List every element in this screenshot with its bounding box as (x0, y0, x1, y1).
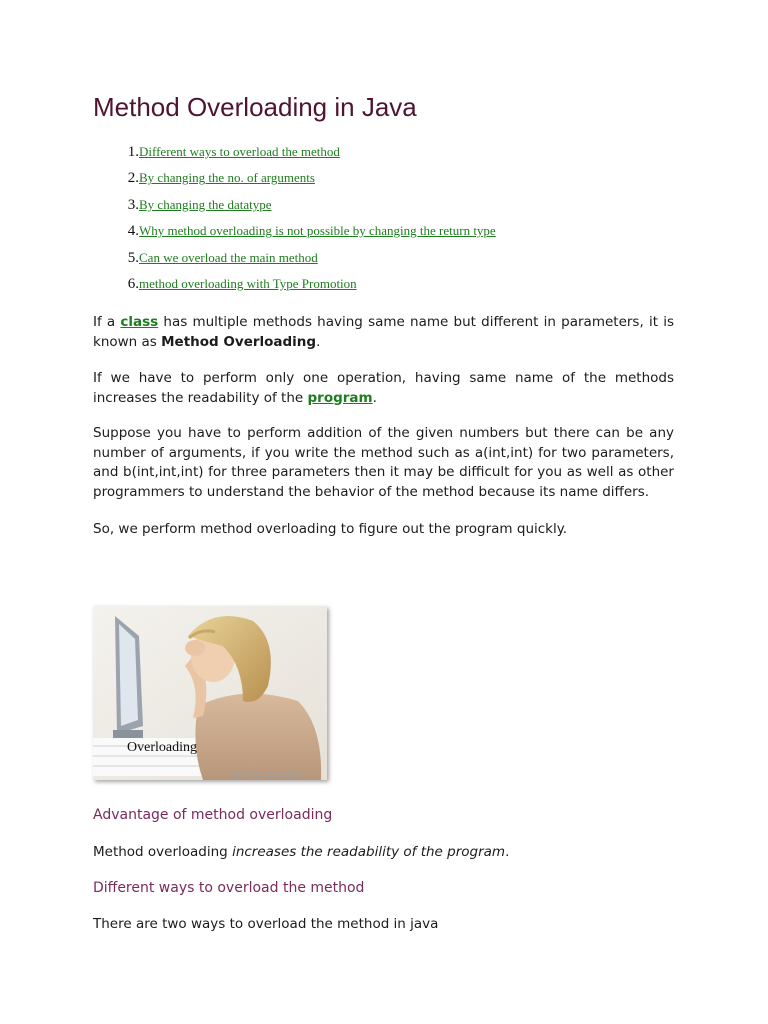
toc-item (93, 223, 496, 249)
table-of-contents (93, 144, 496, 302)
page-title: Method Overloading in Java (93, 92, 417, 122)
toc-number: 4. (127, 223, 139, 240)
toc-number: 6. (127, 275, 139, 292)
paragraph-example: Suppose you have to perform addition of the given numbers but there can be any number of arguments, if you write the method such as a(int,int) for two parameters, and b(int,int,int) for three parameters then it may be difficult for you as well as other programmers to understand the behavior of the method because its name differs. (93, 425, 674, 500)
overloading-illustration (93, 606, 327, 780)
heading-advantage: Advantage of method overloading (93, 807, 333, 823)
toc-link-changing-arguments[interactable]: By changing the no. of arguments (139, 170, 315, 186)
toc-item (93, 250, 496, 276)
toc-item (93, 144, 496, 170)
figure-watermark: javatpoint.com (231, 766, 303, 780)
paragraph-conclusion: So, we perform method overloading to figure out the program quickly. (93, 521, 568, 537)
toc-item (93, 170, 496, 196)
link-program[interactable]: program (307, 389, 373, 406)
heading-different-ways: Different ways to overload the method (93, 880, 365, 896)
term-method-overloading: Method Overloading (161, 333, 317, 350)
toc-number: 1. (127, 144, 139, 160)
toc-item (93, 197, 496, 223)
paragraph-readability: If we have to perform only one operation, having same name of the methods increases the readability of the program. (93, 370, 674, 406)
toc-number: 5. (127, 249, 139, 266)
toc-number: 2. (127, 170, 139, 187)
toc-number: 3. (127, 196, 139, 213)
figure-caption: Overloading (127, 740, 197, 755)
toc-item (93, 276, 496, 302)
toc-link-changing-datatype[interactable]: By changing the datatype (139, 196, 272, 212)
toc-link-type-promotion[interactable]: method overloading with Type Promotion (139, 275, 357, 291)
toc-link-different-ways[interactable]: Different ways to overload the method (139, 144, 340, 159)
toc-link-return-type[interactable]: Why method overloading is not possible by changing the return type (139, 223, 496, 239)
advantage-text: Method overloading increases the readability of the program. (93, 844, 510, 860)
paragraph-definition: If a class has multiple methods having same name but different in parameters, it is known as Method Overloading. (93, 314, 674, 350)
ways-text: There are two ways to overload the method in java (93, 916, 439, 932)
toc-link-main-method[interactable]: Can we overload the main method (139, 249, 318, 265)
link-class[interactable]: class (120, 314, 159, 330)
